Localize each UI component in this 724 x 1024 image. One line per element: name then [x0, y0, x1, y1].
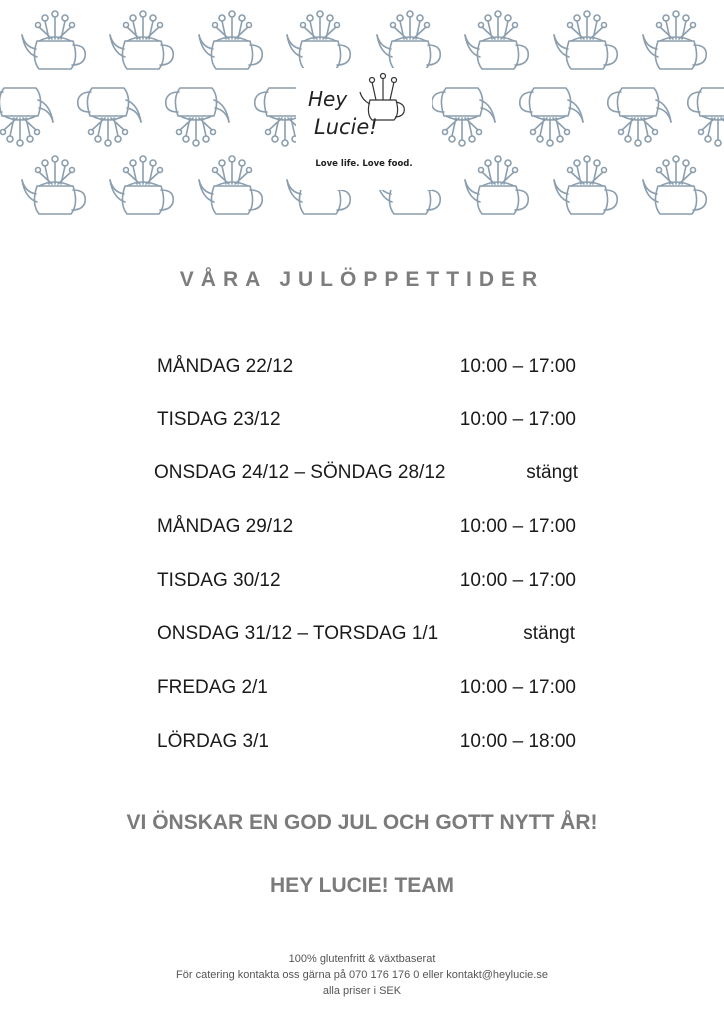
schedule-row	[0, 677, 724, 705]
schedule-hours: 10:00 – 17:00	[459, 677, 576, 698]
schedule-row	[0, 623, 724, 651]
logo-tagline: Love life. Love food.	[315, 159, 413, 169]
schedule-hours: 10:00 – 17:00	[459, 570, 576, 591]
brand-logo	[296, 68, 432, 190]
logo-line2: Lucie!	[314, 115, 378, 139]
schedule-hours: 10:00 – 18:00	[459, 731, 576, 752]
footer	[0, 951, 724, 999]
schedule-day: LÖRDAG 3/1	[157, 731, 269, 752]
schedule-day: FREDAG 2/1	[157, 677, 268, 698]
schedule-hours: stängt	[523, 623, 575, 644]
logo-line1: Hey	[308, 87, 348, 111]
footer-line-prices: alla priser i SEK	[322, 985, 402, 997]
schedule-day: ONSDAG 31/12 – TORSDAG 1/1	[157, 623, 439, 644]
schedule-row	[0, 356, 724, 384]
schedule-day: TISDAG 30/12	[157, 570, 281, 591]
schedule-row	[0, 731, 724, 759]
footer-line-catering: För catering kontakta oss gärna på 070 176 176 0 eller kontakt@heylucie.se	[176, 969, 548, 981]
teapot-row-top	[22, 11, 706, 69]
schedule-row	[0, 462, 724, 490]
page-title: VÅRA JULÖPPETTIDER	[179, 268, 545, 291]
schedule-day: ONSDAG 24/12 – SÖNDAG 28/12	[154, 462, 446, 483]
schedule-day: MÅNDAG 22/12	[157, 356, 294, 377]
team-signature: HEY LUCIE! TEAM	[270, 874, 454, 897]
schedule-day: TISDAG 23/12	[157, 409, 281, 430]
schedule-row	[0, 570, 724, 598]
schedule-row	[0, 516, 724, 544]
schedule-hours: 10:00 – 17:00	[459, 516, 576, 537]
schedule-row	[0, 409, 724, 437]
holiday-greeting: VI ÖNSKAR EN GOD JUL OCH GOTT NYTT ÅR!	[126, 811, 598, 834]
schedule-hours: stängt	[526, 462, 578, 483]
header-pattern	[0, 0, 724, 228]
footer-line-diet: 100% glutenfritt & växtbaserat	[288, 953, 436, 965]
schedule-day: MÅNDAG 29/12	[157, 516, 294, 537]
schedule-hours: 10:00 – 17:00	[459, 356, 576, 377]
schedule-hours: 10:00 – 17:00	[459, 409, 576, 430]
